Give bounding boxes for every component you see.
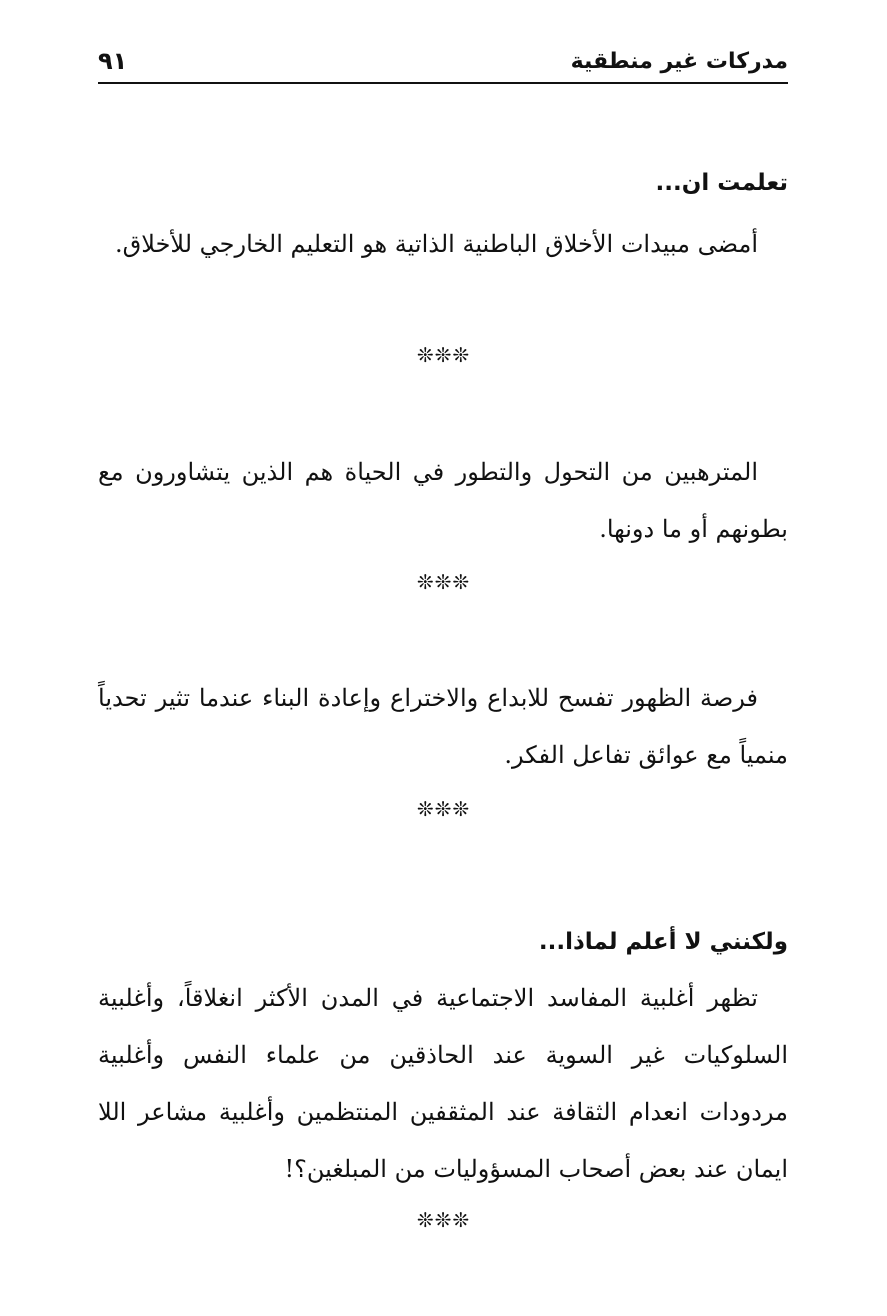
paragraph-3 <box>98 670 788 784</box>
section-separator: ❊❊❊ <box>416 797 471 821</box>
paragraph-text: المترهبين من التحول والتطور في الحياة هم الذين يتشاورون مع بطونهم أو ما دونها. <box>98 458 788 543</box>
section-heading-dont-know: ولكنني لا أعلم لماذا... <box>538 929 788 955</box>
section-separator: ❊❊❊ <box>416 570 471 594</box>
paragraph-1 <box>98 216 788 273</box>
running-header <box>98 40 788 84</box>
section-heading-learned: تعلمت ان... <box>655 170 788 196</box>
running-title: مدركات غير منطقية <box>570 48 788 74</box>
paragraph-text: فرصة الظهور تفسح للابداع والاختراع وإعادة البناء عندما تثير تحدياً منمياً مع عوائق تفاعل الفكر. <box>98 684 788 769</box>
paragraph-text: أمضى مبيدات الأخلاق الباطنية الذاتية هو التعليم الخارجي للأخلاق. <box>115 230 758 258</box>
section-separator: ❊❊❊ <box>416 1208 471 1232</box>
page-number: ٩١ <box>98 47 128 75</box>
section-separator: ❊❊❊ <box>416 343 471 367</box>
paragraph-4 <box>98 970 788 1198</box>
paragraph-text: تظهر أغلبية المفاسد الاجتماعية في المدن الأكثر انغلاقاً، وأغلبية السلوكيات غير السوية عند الحاذقين من علماء النفس وأغلبية مردودات انعدام الثقافة عند المثقفين المنتظمين وأغلبية مشاعر اللا ايمان عند بعض أصحاب المسؤوليات من المبلغين؟! <box>98 984 788 1183</box>
paragraph-2 <box>98 444 788 558</box>
